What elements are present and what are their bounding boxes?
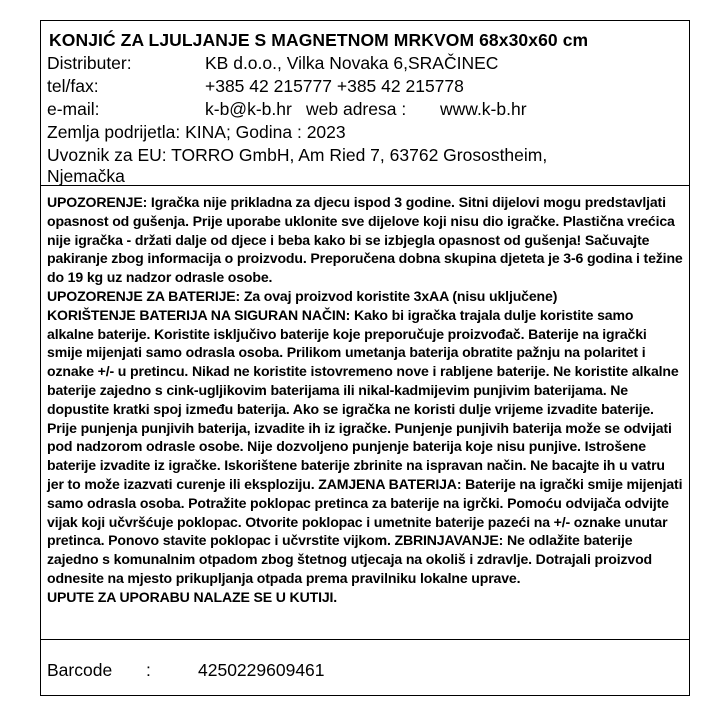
email-label: e-mail: <box>47 99 100 119</box>
contact-row <box>47 99 527 120</box>
web-label: web adresa : <box>306 99 407 119</box>
battery-safety-text: KORIŠTENJE BATERIJA NA SIGURAN NAČIN: Kako bi igračka trajala dulje koristite samo alkalne baterije. Koristite isključivo baterije koje preporučuje proizvođač. Baterije na igrački smije mijenjati samo odrasla osoba. Prilikom umetanja baterija obratite pažnju na polaritet i oznake +/- u pretincu. Nikad ne koristite istovremeno nove i rabljene baterije. Ne koristite alkalne baterije zajedno s cink-ugljikovim baterijama ili nikal-kadmijevim punjivim baterijama. Ne dopustite kratki spoj između baterija. Ako se igračka ne koristi dulje vrijeme izvadite baterije. Prije punjenja punjivih baterija, izvadite ih iz igračke. Punjenje punjivih baterija može se odvijati pod nadzorom odrasle osobe. Nije dozvoljeno punjenje baterija koje nisu punjive. Istrošene baterije izvadite iz igračke. Iskorištene baterije zbrinite na ispravan način. Ne bacajte ih u vatru jer to može izazvati curenje ili eksploziju. ZAMJENA BATERIJA: Baterije na igrački smije mijenjati samo odrasla osoba. Potražite poklopac pretinca za baterije na igrčki. Pomoću odvijača odvijte vijak koji učvršćuje poklopac. Otvorite poklopac i umetnite baterije pazeći na +/- oznake unutar pretinca. Ponovo stavite poklopac i učvrstite vijkom. ZBRINJAVANJE: Ne odlažite baterije zajedno s komunalnim otpadom zbog štetnog utjecaja na okoliš i zdravlje. Dotrajali proizvod odnesite na mjesto prikupljanja otpada prema pravilniku lokalne uprave. <box>47 306 683 586</box>
warning-general-head: UPOZORENJE: <box>47 194 148 210</box>
distributor-label: Distributer: <box>47 53 132 73</box>
warnings-block <box>47 193 683 607</box>
barcode-separator: : <box>146 660 151 680</box>
warning-general <box>47 193 683 287</box>
barcode-label: Barcode <box>47 660 113 680</box>
email-value: k-b@k-b.hr <box>205 99 292 119</box>
web-value: www.k-b.hr <box>440 99 527 119</box>
distributor-value: KB d.o.o., Vilka Novaka 6,SRAČINEC <box>205 53 499 73</box>
instructions-note: UPUTE ZA UPORABU NALAZE SE U KUTIJI. <box>47 588 338 605</box>
warning-general-text: Igračka nije prikladna za djecu ispod 3 godine. Sitni dijelovi mogu predstavljati opasnost od gušenja. Prije uporabe uklonite sve dijelove koji nisu dio igračke. Plastična vrećica nije igračka - držati dalje od djece i beba kako bi se izbjegla opasnost od gušenja! Sačuvajte pakiranje zbog informacija o proizvodu. Preporučena dobna skupina djeteta je 3-6 godina i težine do 19 kg uz nadzor odrasle osobe. <box>47 194 683 286</box>
country-line: Zemlja podrijetla: KINA; Godina : 2023 <box>47 122 346 142</box>
warning-batteries: UPOZORENJE ZA BATERIJE: Za ovaj proizvod koristite 3xAA (nisu uključene) <box>47 287 558 304</box>
barcode-divider <box>41 639 689 640</box>
telfax-row <box>47 76 464 97</box>
telfax-value: +385 42 215777 +385 42 215778 <box>205 76 464 96</box>
barcode-row <box>47 660 325 681</box>
telfax-label: tel/fax: <box>47 76 99 96</box>
distributor-row <box>47 53 499 74</box>
barcode-value: 4250229609461 <box>198 660 325 680</box>
importer-line-1: Uvoznik za EU: TORRO GmbH, Am Ried 7, 63762 Grosostheim, <box>47 145 548 165</box>
importer-line-2: Njemačka <box>47 166 125 186</box>
product-label <box>40 20 690 696</box>
product-title: KONJIĆ ZA LJULJANJE S MAGNETNOM MRKVOM 68x30x60 cm <box>49 30 589 50</box>
section-divider <box>41 185 689 186</box>
